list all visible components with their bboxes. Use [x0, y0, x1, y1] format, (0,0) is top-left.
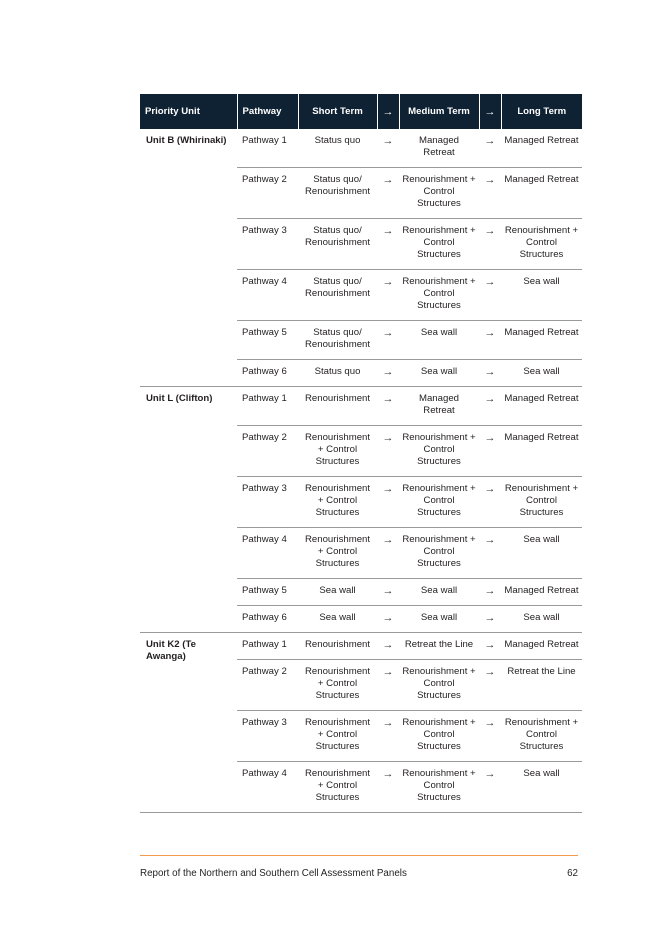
long-term-cell: Managed Retreat	[501, 129, 582, 168]
short-term-cell: Status quo/ Renourishment	[298, 270, 377, 321]
header-arrow-right-icon: →	[479, 94, 501, 129]
arrow-right-icon: →	[479, 711, 501, 762]
pathway-cell: Pathway 3	[237, 477, 298, 528]
header-short-term: Short Term	[298, 94, 377, 129]
medium-term-cell: Sea wall	[399, 579, 479, 606]
arrow-right-icon: →	[479, 270, 501, 321]
pathway-cell: Pathway 3	[237, 219, 298, 270]
header-long-term: Long Term	[501, 94, 582, 129]
short-term-cell: Status quo	[298, 360, 377, 387]
long-term-cell: Sea wall	[501, 270, 582, 321]
arrow-right-icon: →	[377, 528, 399, 579]
arrow-right-icon: →	[377, 477, 399, 528]
arrow-right-icon: →	[479, 633, 501, 660]
arrow-right-icon: →	[377, 360, 399, 387]
medium-term-cell: Renourishment + Control Structures	[399, 711, 479, 762]
arrow-right-icon: →	[479, 360, 501, 387]
footer-divider	[140, 855, 578, 856]
medium-term-cell: Renourishment + Control Structures	[399, 168, 479, 219]
table-header	[140, 94, 582, 129]
long-term-cell: Renourishment + Control Structures	[501, 477, 582, 528]
arrow-right-icon: →	[377, 129, 399, 168]
arrow-right-icon: →	[479, 579, 501, 606]
short-term-cell: Renourishment + Control Structures	[298, 711, 377, 762]
table-body	[140, 129, 582, 813]
short-term-cell: Status quo/ Renourishment	[298, 321, 377, 360]
medium-term-cell: Sea wall	[399, 606, 479, 633]
priority-unit-cell: Unit K2 (Te Awanga)	[140, 633, 237, 813]
arrow-right-icon: →	[479, 168, 501, 219]
long-term-cell: Sea wall	[501, 606, 582, 633]
long-term-cell: Managed Retreat	[501, 168, 582, 219]
arrow-right-icon: →	[377, 270, 399, 321]
long-term-cell: Managed Retreat	[501, 387, 582, 426]
long-term-cell: Managed Retreat	[501, 633, 582, 660]
arrow-right-icon: →	[479, 219, 501, 270]
medium-term-cell: Sea wall	[399, 360, 479, 387]
pathway-cell: Pathway 1	[237, 387, 298, 426]
long-term-cell: Retreat the Line	[501, 660, 582, 711]
arrow-right-icon: →	[377, 711, 399, 762]
pathway-cell: Pathway 1	[237, 129, 298, 168]
header-priority-unit: Priority Unit	[140, 94, 237, 129]
pathway-cell: Pathway 5	[237, 579, 298, 606]
footer-report-title: Report of the Northern and Southern Cell Assessment Panels	[140, 868, 407, 879]
medium-term-cell: Sea wall	[399, 321, 479, 360]
pathway-cell: Pathway 6	[237, 360, 298, 387]
arrow-right-icon: →	[479, 660, 501, 711]
long-term-cell: Renourishment + Control Structures	[501, 711, 582, 762]
pathway-cell: Pathway 6	[237, 606, 298, 633]
pathway-cell: Pathway 2	[237, 168, 298, 219]
pathway-cell: Pathway 2	[237, 660, 298, 711]
pathway-cell: Pathway 2	[237, 426, 298, 477]
arrow-right-icon: →	[377, 660, 399, 711]
short-term-cell: Status quo	[298, 129, 377, 168]
priority-unit-cell: Unit B (Whirinaki)	[140, 129, 237, 387]
arrow-right-icon: →	[377, 219, 399, 270]
arrow-right-icon: →	[377, 168, 399, 219]
medium-term-cell: Renourishment + Control Structures	[399, 762, 479, 813]
arrow-right-icon: →	[479, 762, 501, 813]
medium-term-cell: Managed Retreat	[399, 387, 479, 426]
table-row	[140, 129, 582, 168]
arrow-right-icon: →	[377, 321, 399, 360]
long-term-cell: Sea wall	[501, 762, 582, 813]
long-term-cell: Renourishment + Control Structures	[501, 219, 582, 270]
priority-unit-cell: Unit L (Clifton)	[140, 387, 237, 633]
pathway-cell: Pathway 4	[237, 528, 298, 579]
pathway-cell: Pathway 3	[237, 711, 298, 762]
pathways-table	[140, 94, 582, 813]
medium-term-cell: Renourishment + Control Structures	[399, 426, 479, 477]
arrow-right-icon: →	[479, 387, 501, 426]
table-row	[140, 633, 582, 660]
arrow-right-icon: →	[479, 477, 501, 528]
pathway-cell: Pathway 5	[237, 321, 298, 360]
medium-term-cell: Renourishment + Control Structures	[399, 660, 479, 711]
arrow-right-icon: →	[377, 387, 399, 426]
short-term-cell: Renourishment + Control Structures	[298, 426, 377, 477]
short-term-cell: Renourishment + Control Structures	[298, 528, 377, 579]
arrow-right-icon: →	[377, 579, 399, 606]
medium-term-cell: Renourishment + Control Structures	[399, 219, 479, 270]
short-term-cell: Renourishment + Control Structures	[298, 660, 377, 711]
medium-term-cell: Renourishment + Control Structures	[399, 477, 479, 528]
arrow-right-icon: →	[479, 129, 501, 168]
long-term-cell: Sea wall	[501, 360, 582, 387]
medium-term-cell: Renourishment + Control Structures	[399, 528, 479, 579]
arrow-right-icon: →	[479, 321, 501, 360]
medium-term-cell: Managed Retreat	[399, 129, 479, 168]
page-number: 62	[567, 868, 578, 879]
short-term-cell: Renourishment	[298, 387, 377, 426]
arrow-right-icon: →	[377, 426, 399, 477]
arrow-right-icon: →	[377, 762, 399, 813]
arrow-right-icon: →	[479, 606, 501, 633]
header-medium-term: Medium Term	[399, 94, 479, 129]
header-arrow-right-icon: →	[377, 94, 399, 129]
medium-term-cell: Retreat the Line	[399, 633, 479, 660]
long-term-cell: Managed Retreat	[501, 579, 582, 606]
arrow-right-icon: →	[377, 633, 399, 660]
long-term-cell: Managed Retreat	[501, 426, 582, 477]
pathway-cell: Pathway 4	[237, 762, 298, 813]
table-row	[140, 387, 582, 426]
short-term-cell: Renourishment + Control Structures	[298, 477, 377, 528]
arrow-right-icon: →	[377, 606, 399, 633]
short-term-cell: Status quo/ Renourishment	[298, 219, 377, 270]
short-term-cell: Renourishment	[298, 633, 377, 660]
header-pathway: Pathway	[237, 94, 298, 129]
short-term-cell: Renourishment + Control Structures	[298, 762, 377, 813]
long-term-cell: Managed Retreat	[501, 321, 582, 360]
short-term-cell: Status quo/ Renourishment	[298, 168, 377, 219]
pathway-cell: Pathway 1	[237, 633, 298, 660]
medium-term-cell: Renourishment + Control Structures	[399, 270, 479, 321]
short-term-cell: Sea wall	[298, 606, 377, 633]
arrow-right-icon: →	[479, 528, 501, 579]
pathway-cell: Pathway 4	[237, 270, 298, 321]
long-term-cell: Sea wall	[501, 528, 582, 579]
short-term-cell: Sea wall	[298, 579, 377, 606]
arrow-right-icon: →	[479, 426, 501, 477]
